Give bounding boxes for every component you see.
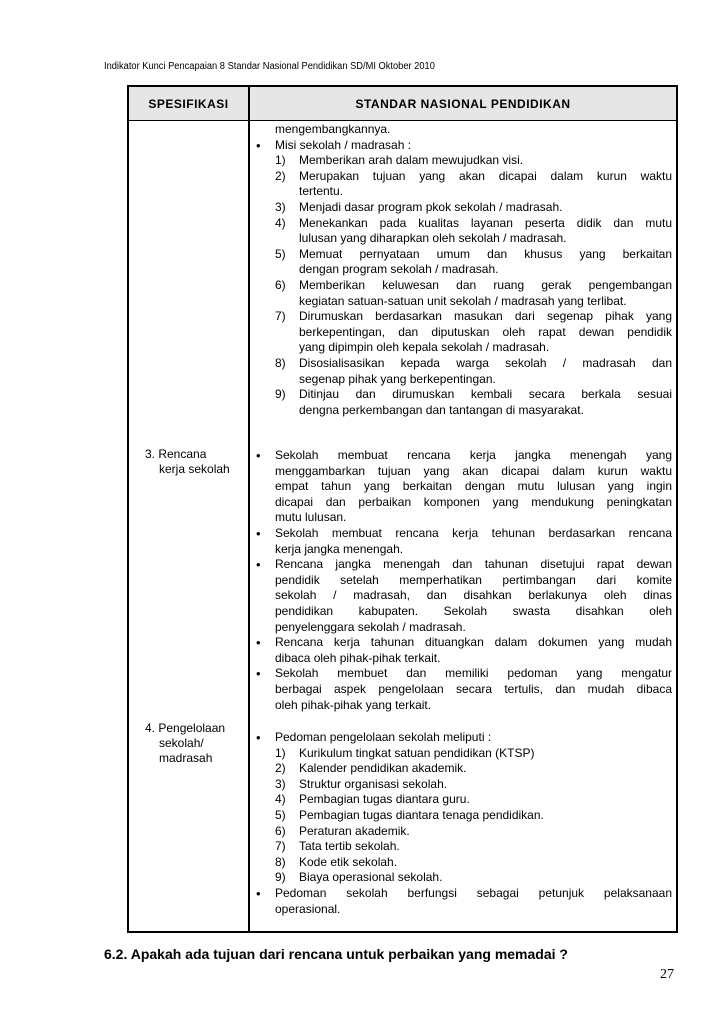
pengelolaan-item-text: Pembagian tugas diantara guru. xyxy=(299,792,470,807)
misi-item-text: Menekankan pada kualitas layanan peserta didik dan mutu xyxy=(299,215,672,230)
pengelolaan-b2-line: Pedoman sekolah berfungsi sebagai petunjuk pelaksanaan xyxy=(275,886,672,900)
misi-item-number: 3) xyxy=(275,200,286,214)
pengelolaan-item-text: Tata tertib sekolah. xyxy=(299,839,400,854)
misi-item-text: tertentu. xyxy=(299,184,344,199)
misi-item-number: 2) xyxy=(275,168,286,183)
misi-item-text: Menjadi dasar program pkok sekolah / madrasah. xyxy=(299,200,563,214)
rencana-b1-line: mutu lulusan. xyxy=(275,510,347,525)
pengelolaan-item-number: 9) xyxy=(275,870,286,885)
section-question: 6.2. Apakah ada tujuan dari rencana untuk perbaikan yang memadai ? xyxy=(104,946,568,962)
pengelolaan-item-number: 3) xyxy=(275,776,286,791)
pengelolaan-item-text: Peraturan akademik. xyxy=(299,823,410,838)
spec-rencana-line2: kerja sekolah xyxy=(159,462,230,476)
bullet-icon: • xyxy=(256,635,261,651)
misi-item-text: Disosialisasikan kepada warga sekolah / madrasah dan xyxy=(299,356,672,370)
pengelolaan-item-text: Kalender pendidikan akademik. xyxy=(299,761,467,776)
spec-pengelolaan-line2: sekolah/ xyxy=(159,736,204,750)
pengelolaan-item-number: 6) xyxy=(275,823,286,838)
standards-table xyxy=(127,85,678,933)
pengelolaan-item-number: 2) xyxy=(275,761,286,776)
misi-item-text: Memuat pernyataan umum dan khusus yang berkaitan xyxy=(299,246,672,261)
bullet-icon: • xyxy=(256,448,261,463)
bullet-icon: • xyxy=(256,886,261,901)
bullet-icon: • xyxy=(256,557,261,573)
rencana-b1-line: empat tahun yang berkaitan dengan mutu lulusan yang ingin xyxy=(275,479,672,494)
misi-item-text: lulusan yang diharapkan oleh sekolah / madrasah. xyxy=(299,231,567,246)
running-header: Indikator Kunci Pencapaian 8 Standar Nasional Pendidikan SD/MI Oktober 2010 xyxy=(104,61,435,72)
header-spesifikasi: SPESIFIKASI xyxy=(148,96,229,111)
misi-item-text: Merupakan tujuan yang akan dicapai dalam kurun waktu xyxy=(299,168,672,183)
pengelolaan-item-number: 1) xyxy=(275,745,286,760)
rencana-b3-line: penyelenggara sekolah / madrasah. xyxy=(275,619,466,634)
misi-item-number: 1) xyxy=(275,153,286,168)
pengelolaan-item-text: Biaya operasional sekolah. xyxy=(299,870,443,885)
spec-rencana-line1: 3. Rencana xyxy=(145,447,207,461)
misi-item-number: 6) xyxy=(275,278,286,292)
bullet-icon: • xyxy=(256,730,261,745)
misi-item-number: 7) xyxy=(275,309,286,324)
pengelolaan-item-text: Kode etik sekolah. xyxy=(299,854,398,869)
misi-item-text: Memberikan keluwesan dan ruang gerak pengembangan xyxy=(299,278,672,292)
misi-item-text: berkepentingan, dan diputuskan oleh rapat dewan pendidik xyxy=(299,324,672,339)
rencana-b1-line: dicapai dan perbaikan komponen yang mendukung peningkatan xyxy=(275,494,672,509)
misi-item-number: 8) xyxy=(275,356,286,370)
rencana-b1-line: menggambarkan tujuan yang akan dicapai dalam kurun waktu xyxy=(275,463,672,478)
rencana-b3-line: pendidik setelah memperhatikan pertimbangan dari komite xyxy=(275,572,672,587)
rencana-b4-line: Rencana kerja tahunan dituangkan dalam dokumen yang mudah xyxy=(275,635,672,650)
rencana-b3-line: sekolah / madrasah, dan disahkan berlakunya oleh dinas xyxy=(275,588,672,603)
header-standar: STANDAR NASIONAL PENDIDIKAN xyxy=(355,96,571,111)
bullet-icon: • xyxy=(256,137,261,153)
misi-item-text: dengan program sekolah / madrasah. xyxy=(299,262,499,277)
misi-item-text: kegiatan satuan-satuan unit sekolah / madrasah yang terlibat. xyxy=(299,293,627,308)
misi-continuation: mengembangkannya. xyxy=(275,122,391,136)
pengelolaan-item-number: 7) xyxy=(275,839,286,854)
misi-item-text: segenap pihak yang berkepentingan. xyxy=(299,371,496,386)
misi-item-number: 5) xyxy=(275,246,286,261)
misi-item-text: yang dipimpin oleh kepala sekolah / madrasah. xyxy=(299,340,550,355)
spec-pengelolaan-line1: 4. Pengelolaan xyxy=(145,721,226,735)
rencana-b3-line: Rencana jangka menengah dan tahunan disetujui rapat dewan xyxy=(275,557,672,572)
rencana-b5-line: oleh pihak-pihak yang terkait. xyxy=(275,697,432,712)
misi-item-number: 9) xyxy=(275,387,286,402)
rencana-b4-line: dibaca oleh pihak-pihak terkait. xyxy=(275,650,441,665)
pengelolaan-item-text: Struktur organisasi sekolah. xyxy=(299,776,448,791)
rencana-b2-line: Sekolah membuat rencana kerja tehunan berdasarkan rencana xyxy=(275,526,672,540)
spec-pengelolaan-line3: madrasah xyxy=(159,751,213,765)
bullet-icon: • xyxy=(256,526,261,541)
misi-item-text: Memberikan arah dalam mewujudkan visi. xyxy=(299,153,524,168)
pengelolaan-item-number: 8) xyxy=(275,854,286,869)
pengelolaan-bullet-text: Pedoman pengelolaan sekolah meliputi : xyxy=(275,730,492,744)
pengelolaan-item-text: Kurikulum tingkat satuan pendidikan (KTSP) xyxy=(299,745,535,760)
pengelolaan-b2-line: operasional. xyxy=(275,901,341,916)
rencana-b1-line: Sekolah membuat rencana kerja jangka menengah yang xyxy=(275,448,672,462)
standards-content xyxy=(129,87,676,931)
pengelolaan-item-text: Pembagian tugas diantara tenaga pendidikan. xyxy=(299,808,544,822)
misi-item-text: Dirumuskan berdasarkan masukan dari segenap pihak yang xyxy=(299,309,672,324)
misi-item-text: Ditinjau dan dirumuskan kembali secara berkala sesuai xyxy=(299,387,672,402)
bullet-icon: • xyxy=(256,666,261,682)
misi-item-text: dengna perkembangan dan tantangan di masyarakat. xyxy=(299,402,584,417)
rencana-b5-line: berbagai aspek pengelolaan secara tertulis, dan mudah dibaca xyxy=(275,682,672,696)
pengelolaan-item-number: 5) xyxy=(275,808,286,822)
misi-item-number: 4) xyxy=(275,215,286,230)
rencana-b3-line: pendidikan kabupaten. Sekolah swasta disahkan oleh xyxy=(275,604,672,618)
rencana-b5-line: Sekolah membuet dan memiliki pedoman yang mengatur xyxy=(275,666,672,681)
misi-bullet-text: Misi sekolah / madrasah : xyxy=(275,137,412,152)
rencana-b2-line: kerja jangka menengah. xyxy=(275,541,404,556)
pengelolaan-item-number: 4) xyxy=(275,792,286,807)
page-number: 27 xyxy=(660,967,674,982)
